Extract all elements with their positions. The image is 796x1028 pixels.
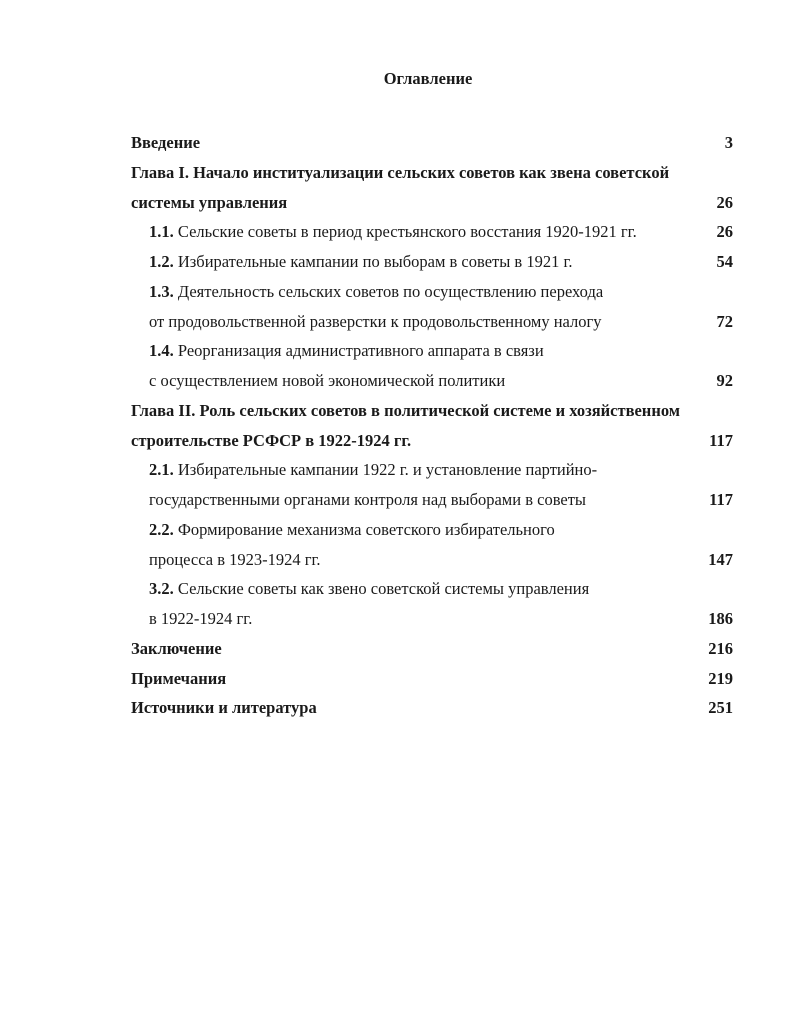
toc-entry-section-1-4: [131, 336, 733, 396]
toc-entry-title-line-2: системы управления: [131, 192, 288, 212]
toc-entry-title: Сельские советы как звено советской системы управления: [177, 579, 590, 599]
toc-section-number: 2.2.: [149, 519, 174, 539]
toc-section-number: 3.2.: [149, 579, 174, 599]
toc-entry-title: Реорганизация административного аппарата в связи: [177, 341, 544, 361]
toc-page-number: 26: [716, 222, 733, 242]
toc-entry-title-line-1: [149, 515, 696, 545]
toc-page-number: 54: [716, 252, 733, 271]
toc-entry-section-1-3: [131, 277, 733, 337]
toc-entry-title: Источники и литература: [131, 698, 317, 718]
toc-page-number: 72: [716, 311, 733, 331]
toc-section-number: 1.3.: [149, 281, 174, 301]
page-title: Оглавление: [383, 69, 473, 88]
toc-entry-title-line-1: [149, 574, 696, 604]
toc-page-number: 186: [708, 609, 733, 628]
toc-entry-section-2-2: [131, 515, 733, 575]
toc-entry-title-line-2: процесса в 1923-1924 гг.: [149, 549, 321, 569]
toc-entry-section-2-1: [131, 455, 733, 515]
toc-page-number: 92: [716, 371, 733, 390]
toc-entry-title: Примечания: [131, 668, 227, 688]
toc-page-number: 117: [709, 430, 733, 450]
toc-entry-section-1-2: [131, 247, 733, 277]
toc-section-number: 1.4.: [149, 341, 174, 361]
toc-entry-title-line-1: [149, 336, 705, 366]
toc-entry-sources: [131, 693, 733, 723]
toc-section-number: 1.1.: [149, 222, 174, 242]
toc-entry-chapter-2: [131, 396, 733, 456]
toc-page-number: 3: [724, 133, 733, 152]
toc-page-number: 26: [716, 192, 733, 212]
toc-section-number: 1.2.: [149, 252, 174, 271]
toc-entry-title-line-2: строительстве РСФСР в 1922-1924 гг.: [131, 430, 412, 450]
toc-page-number: 251: [708, 698, 733, 718]
toc-entry-chapter-1: [131, 158, 733, 218]
toc-entry-title-line-1: Глава I. Начало институализации сельских советов как звена советской: [131, 162, 670, 182]
toc-entry-title-line-1: Глава II. Роль сельских советов в политической системе и хозяйственном: [131, 400, 680, 420]
toc-entry-title-line-2: государственными органами контроля над выборами в советы: [149, 490, 587, 509]
toc-page-number: 117: [709, 490, 733, 509]
toc-entry-title-line-2: от продовольственной разверстки к продовольственному налогу: [149, 311, 602, 331]
toc-entry-title: Сельские советы в период крестьянского восстания 1920-1921 гг.: [177, 222, 637, 242]
toc-entry-title: Деятельность сельских советов по осуществлению перехода: [177, 281, 604, 301]
toc-entry-section-3-2: [131, 574, 733, 634]
toc-entry-title: Избирательные кампании 1922 г. и установление партийно-: [177, 460, 598, 480]
toc-entry-title: Заключение: [131, 638, 222, 658]
toc-page-number: 147: [708, 549, 733, 569]
toc-entry-title: Избирательные кампании по выборам в советы в 1921 г.: [177, 252, 573, 271]
toc-section-number: 2.1.: [149, 460, 174, 480]
toc-entry-title-line-1: [149, 455, 697, 485]
toc-page-number: 216: [708, 638, 733, 658]
table-of-contents: [131, 128, 733, 723]
toc-entry-section-1-1: [131, 217, 733, 247]
toc-entry-title-line-2: в 1922-1924 гг.: [149, 609, 253, 628]
toc-entry-introduction: [131, 128, 733, 158]
toc-entry-title-line-2: с осуществлением новой экономической политики: [149, 371, 506, 390]
toc-entry-conclusion: [131, 634, 733, 664]
toc-entry-notes: [131, 664, 733, 694]
toc-entry-title-line-1: [149, 277, 705, 307]
toc-entry-title: Формирование механизма советского избирательного: [177, 519, 555, 539]
toc-page-number: 219: [708, 668, 733, 688]
toc-entry-title: Введение: [131, 133, 201, 152]
